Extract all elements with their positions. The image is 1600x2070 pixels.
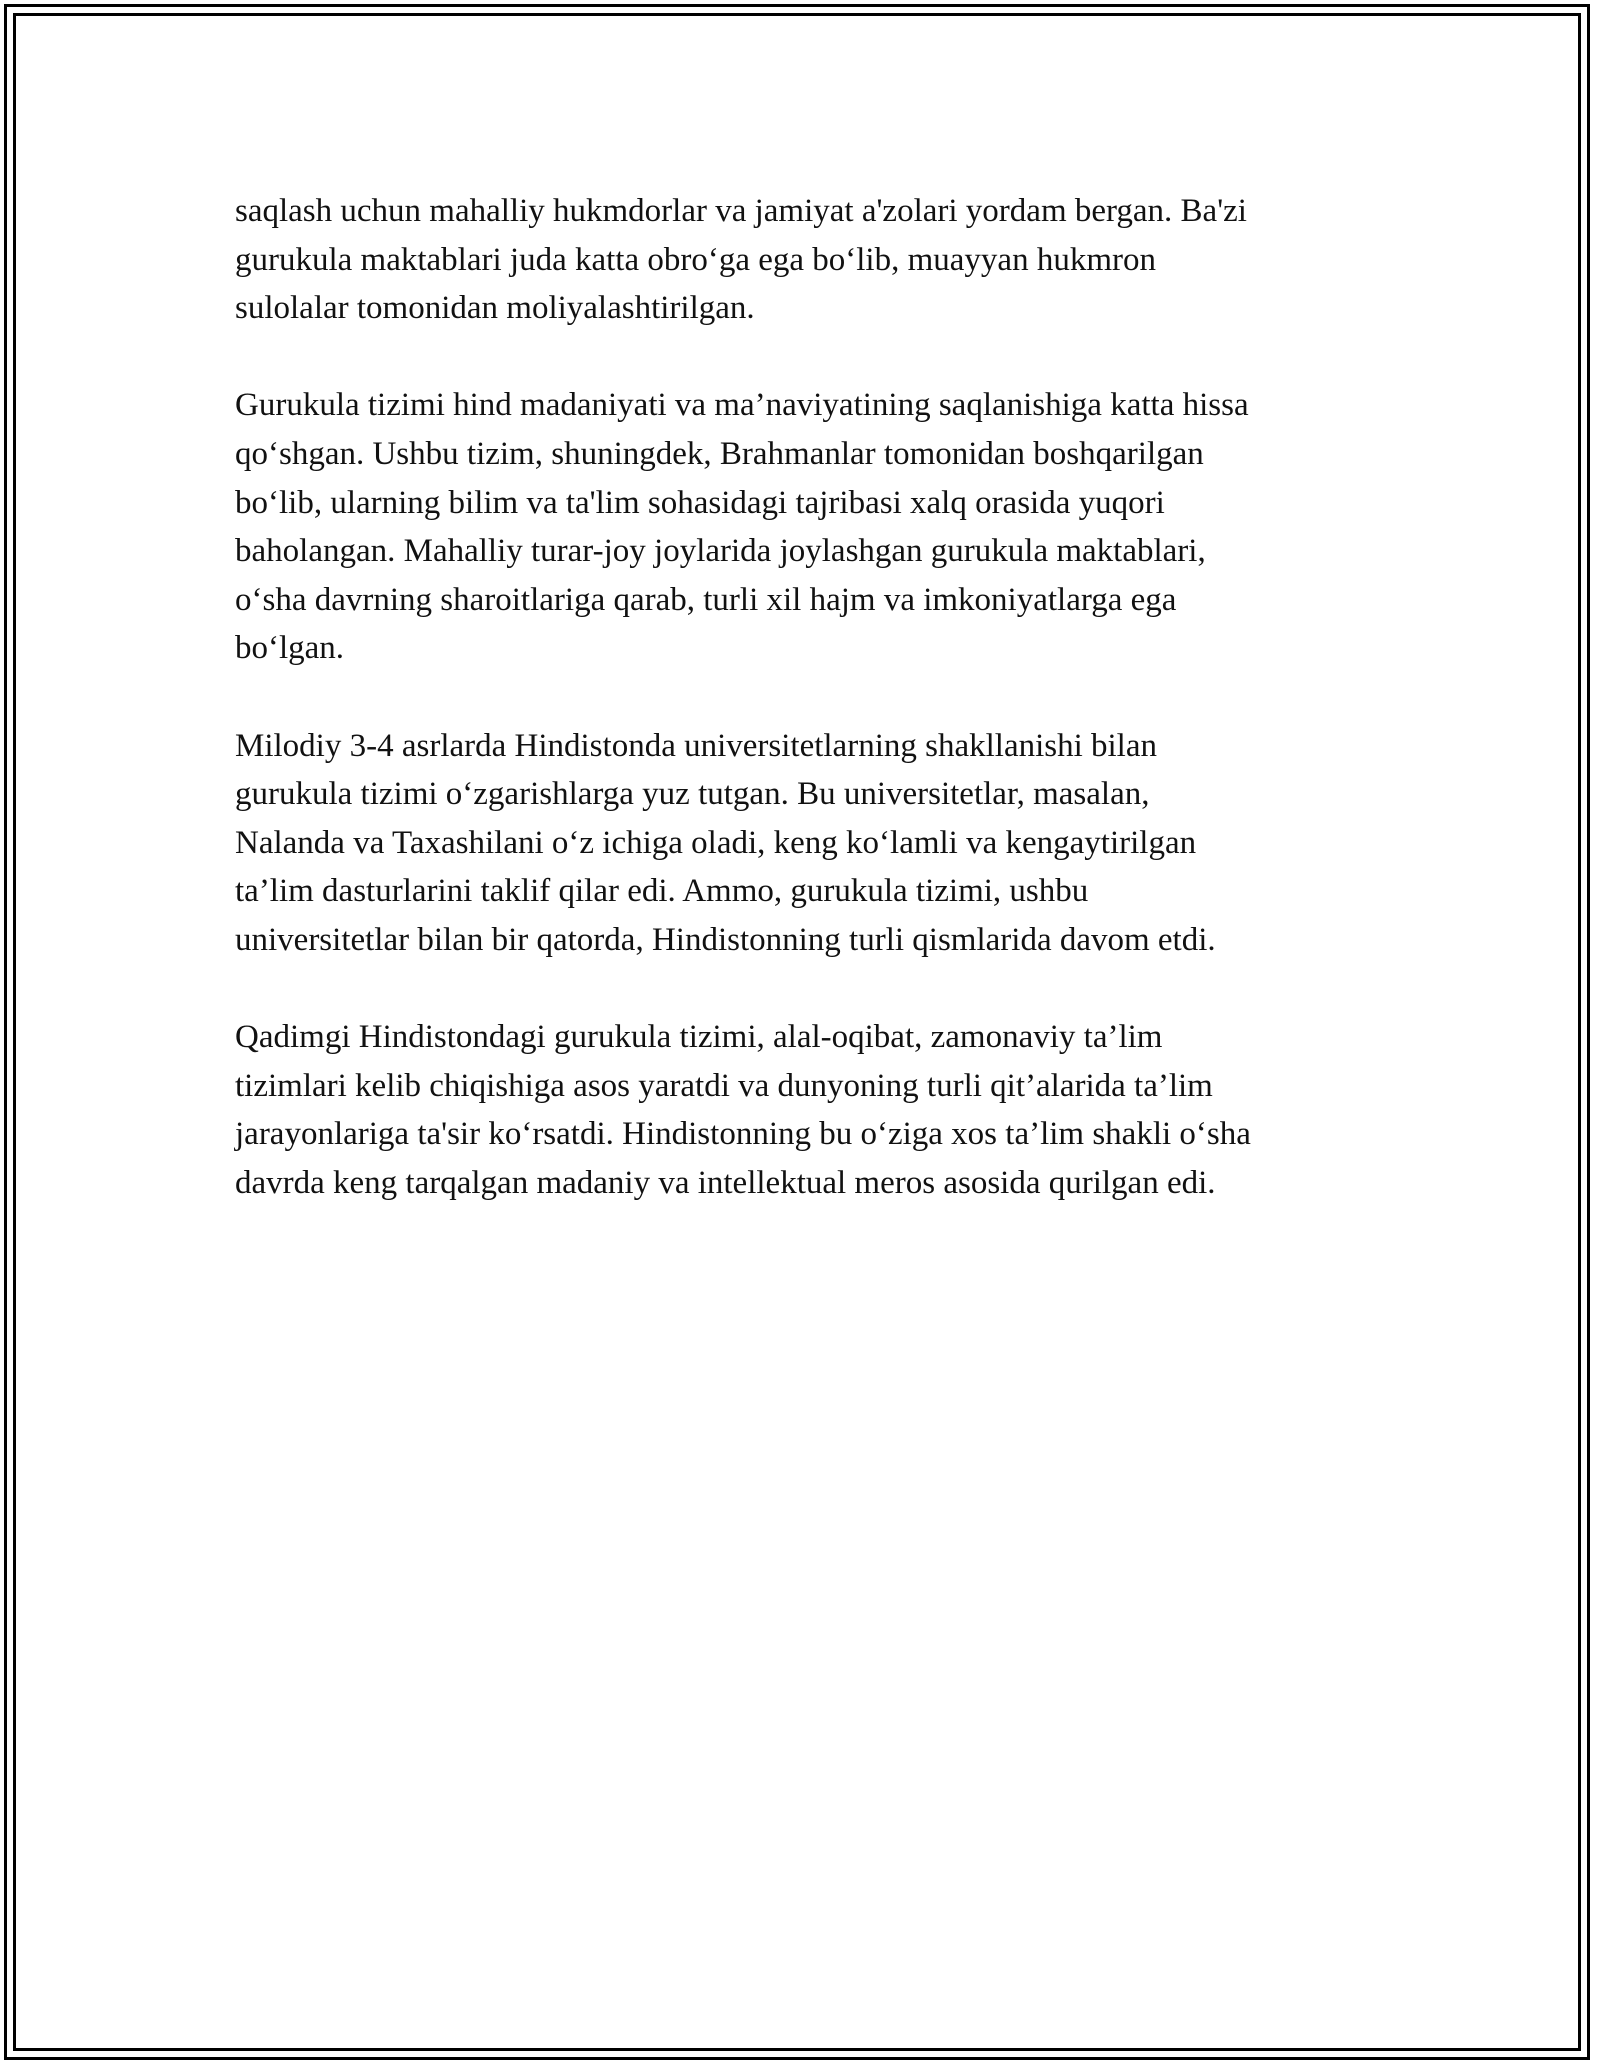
text-line: qo‘shgan. Ushbu tizim, shuningdek, Brahmanlar tomonidan boshqarilgan — [235, 435, 1204, 472]
text-line: sulolalar tomonidan moliyalashtirilgan. — [235, 290, 755, 327]
text-line: o‘sha davrning sharoitlariga qarab, turli xil hajm va imkoniyatlarga ega — [235, 581, 1177, 618]
text-line: universitetlar bilan bir qatorda, Hindistonning turli qismlarida davom etdi. — [235, 921, 1216, 958]
text-line: Qadimgi Hindistondagi gurukula tizimi, alal-oqibat, zamonaviy ta’lim — [235, 1019, 1163, 1056]
text-line: bo‘lgan. — [235, 630, 345, 667]
text-line: davrda keng tarqalgan madaniy va intellektual meros asosida qurilgan edi. — [235, 1164, 1216, 1201]
text-line: Milodiy 3-4 asrlarda Hindistonda universitetlarning shakllanishi bilan — [235, 727, 1158, 764]
text-line: jarayonlariga ta'sir ko‘rsatdi. Hindistonning bu o‘ziga xos ta’lim shakli o‘sha — [235, 1116, 1251, 1153]
text-line: baholangan. Mahalliy turar-joy joylarida joylashgan gurukula maktablari, — [235, 533, 1206, 570]
document-body — [235, 187, 1375, 1256]
text-line: Gurukula tizimi hind madaniyati va ma’naviyatining saqlanishiga katta hissa — [235, 387, 1249, 424]
paragraph-2 — [235, 381, 1375, 673]
text-line: gurukula tizimi o‘zgarishlarga yuz tutgan. Bu universitetlar, masalan, — [235, 776, 1150, 813]
text-line: ta’lim dasturlarini taklif qilar edi. Ammo, gurukula tizimi, ushbu — [235, 873, 1089, 910]
text-line: saqlash uchun mahalliy hukmdorlar va jamiyat a'zolari yordam bergan. Ba'zi — [235, 193, 1247, 229]
paragraph-4 — [235, 1013, 1375, 1207]
text-line: tizimlari kelib chiqishiga asos yaratdi va dunyoning turli qit’alarida ta’lim — [235, 1067, 1213, 1104]
paragraph-3 — [235, 722, 1375, 965]
text-line: bo‘lib, ularning bilim va ta'lim sohasidagi tajribasi xalq orasida yuqori — [235, 484, 1165, 521]
text-line: Nalanda va Taxashilani o‘z ichiga oladi, keng ko‘lamli va kengaytirilgan — [235, 824, 1197, 861]
paragraph-1 — [235, 187, 1375, 333]
text-line: gurukula maktablari juda katta obro‘ga ega bo‘lib, muayyan hukmron — [235, 241, 1156, 278]
